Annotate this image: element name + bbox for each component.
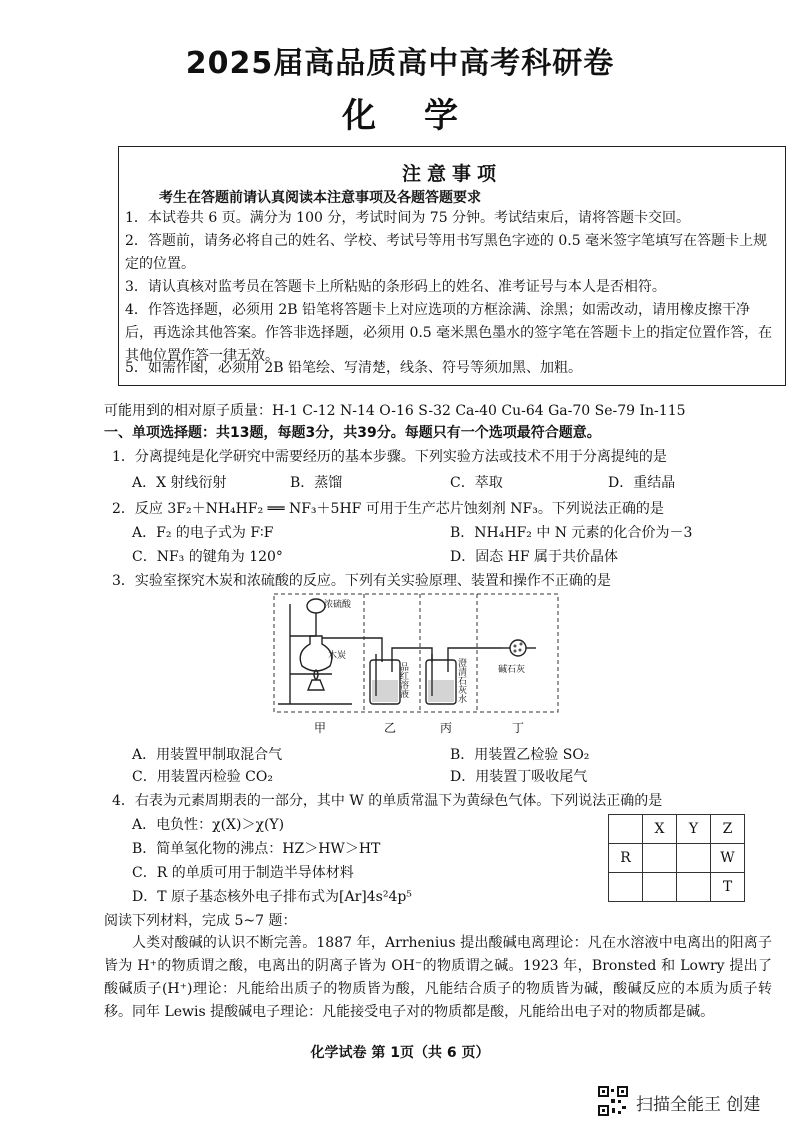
q4-option-d: D．T 原子基态核外电子排布式为[Ar]4s²4p⁵ <box>132 889 412 905</box>
q1-option-c: C．萃取 <box>450 475 503 491</box>
pt-cell <box>609 815 643 844</box>
q2-option-b: B．NH₄HF₂ 中 N 元素的化合价为－3 <box>450 525 693 541</box>
page-footer: 化学试卷 第 1页（共 6 页） <box>310 1045 490 1061</box>
notice-item: 3．请认真核对监考员在答题卡上所粘贴的条形码上的姓名、准考证号与本人是否相符。 <box>125 279 666 295</box>
q4-option-c: C．R 的单质可用于制造半导体材料 <box>132 865 354 881</box>
notice-title: 注意事项 <box>401 163 502 185</box>
reading-intro: 阅读下列材料，完成 5~7 题： <box>104 913 297 929</box>
pt-cell: Y <box>677 815 711 844</box>
exam-title: 2025届高品质高中高考科研卷 <box>185 46 615 81</box>
label-jia: 甲 <box>314 721 327 735</box>
q3-stem: 3．实验室探究木炭和浓硫酸的反应。下列有关实验原理、装置和操作不正确的是 <box>112 573 611 589</box>
label-pin: 品红溶液 <box>398 662 408 698</box>
qr-code-icon <box>598 1086 628 1116</box>
q3-option-c: C．用装置丙检验 CO₂ <box>132 769 273 785</box>
notice-item: 5．如需作图，必须用 2B 铅笔绘、写清楚，线条、符号等须加黑、加粗。 <box>125 360 583 376</box>
pt-cell <box>609 873 643 902</box>
notice-subtitle: 考生在答题前请认真阅读本注意事项及各题答题要求 <box>159 190 481 206</box>
q3-option-a: A．用装置甲制取混合气 <box>132 747 283 763</box>
label-yi: 乙 <box>384 721 397 735</box>
q4-option-b: B．简单氢化物的沸点：HZ＞HW＞HT <box>132 841 381 857</box>
q2-stem: 2．反应 3F₂＋NH₄HF₂ ══ NF₃＋5HF 可用于生产芯片蚀刻剂 NF₃。下列说法正确的是 <box>112 501 664 517</box>
q1-option-b: B．蒸馏 <box>290 475 343 491</box>
notice-item: 2．答题前，请务必将自己的姓名、学校、考试号等用书写黑色字迹的 0.5 毫米签字笔填写在答题卡上规定的位置。 <box>125 233 768 272</box>
label-charcoal: 木炭 <box>328 651 347 661</box>
label-lime: 澄清石灰水 <box>456 658 466 703</box>
q3-option-d: D．用装置丁吸收尾气 <box>450 769 588 785</box>
subject-title: 化学 <box>342 96 506 136</box>
pt-cell: W <box>711 844 745 873</box>
pt-cell: Z <box>711 815 745 844</box>
q4-option-a: A．电负性：χ(X)＞χ(Y) <box>132 817 285 833</box>
label-acid: 浓硫酸 <box>324 600 352 610</box>
q2-option-c: C．NF₃ 的键角为 120° <box>132 549 283 565</box>
reading-passage: 人类对酸碱的认识不断完善。1887 年，Arrhenius 提出酸碱电离理论：凡在水溶液中电离出的阳离子皆为 H⁺的物质谓之酸，电离出的阴离子皆为 OH⁻的物质谓之碱。1923 年，Bronsted 和 Lowry 提出了酸碱质子(H⁺)理论：凡能给出质子的物质皆为酸，凡能结合质子的物质皆为碱，酸碱反应的本质为质子转移。同年 Lewis 提酸碱电子理论：凡能接受电子对的物质都是酸，凡能给出电子对的物质都是碱。 <box>104 935 772 1020</box>
pt-cell: R <box>609 844 643 873</box>
pt-cell <box>677 844 711 873</box>
scanner-watermark: 扫描全能王 创建 <box>636 1095 761 1115</box>
notice-box <box>118 146 786 386</box>
label-sodalime: 碱石灰 <box>498 665 526 675</box>
label-bing: 丙 <box>440 721 453 735</box>
q4-stem: 4．右表为元素周期表的一部分，其中 W 的单质常温下为黄绿色气体。下列说法正确的是 <box>112 793 663 809</box>
pt-cell <box>677 873 711 902</box>
label-ding: 丁 <box>512 721 525 735</box>
q1-option-a: A．X 射线衍射 <box>132 475 227 491</box>
q3-option-b: B．用装置乙检验 SO₂ <box>450 747 590 763</box>
notice-item: 4．作答选择题，必须用 2B 铅笔将答题卡上对应选项的方框涂满、涂黑；如需改动，请用橡皮擦干净后，再选涂其他答案。作答非选择题，必须用 0.5 毫米黑色墨水的签字笔在答题卡上的指定位置作答，在其他位置作答一律无效。 <box>125 302 773 364</box>
apparatus-diagram <box>272 592 562 742</box>
pt-cell: X <box>643 815 677 844</box>
pt-cell <box>643 844 677 873</box>
q2-option-a: A．F₂ 的电子式为 F∶F <box>132 525 274 541</box>
q1-option-d: D．重结晶 <box>608 475 676 491</box>
notice-item: 1．本试卷共 6 页。满分为 100 分，考试时间为 75 分钟。考试结束后，请将答题卡交回。 <box>125 210 691 226</box>
periodic-table-fragment <box>608 814 745 902</box>
q1-stem: 1．分离提纯是化学研究中需要经历的基本步骤。下列实验方法或技术不用于分离提纯的是 <box>112 449 667 465</box>
pt-cell: T <box>711 873 745 902</box>
atomic-masses: 可能用到的相对原子质量：H-1 C-12 N-14 O-16 S-32 Ca-40 Cu-64 Ga-70 Se-79 In-115 <box>104 403 686 419</box>
pt-cell <box>643 873 677 902</box>
q2-option-d: D．固态 HF 属于共价晶体 <box>450 549 619 565</box>
section-heading: 一、单项选择题：共13题，每题3分，共39分。每题只有一个选项最符合题意。 <box>104 425 601 441</box>
